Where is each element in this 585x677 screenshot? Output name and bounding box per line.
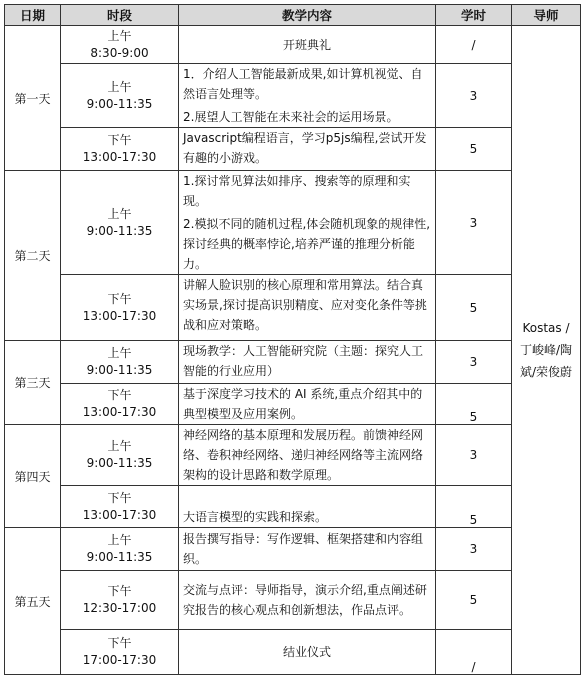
header-day: 日期 [5, 5, 61, 26]
period-label: 下午 [107, 291, 132, 306]
content-cell [179, 64, 436, 128]
table-row [5, 64, 581, 128]
time-cell [61, 384, 179, 425]
period-label: 下午 [107, 388, 132, 402]
time-cell [61, 341, 179, 384]
content-cell [179, 128, 436, 171]
content-cell [179, 630, 436, 675]
hours-cell: 5 [436, 571, 512, 630]
time-cell [61, 630, 179, 675]
content-line: 1.探讨常见算法如排序、搜索等的原理和实现。 [183, 174, 411, 208]
time-range: 9:00-11:35 [86, 550, 153, 564]
header-content: 教学内容 [179, 5, 436, 26]
time-range: 13:00-17:30 [82, 308, 157, 323]
day-cell: 第三天 [5, 341, 61, 425]
period-label: 上午 [107, 533, 132, 547]
header-hours: 学时 [436, 5, 512, 26]
time-cell [61, 26, 179, 64]
time-cell [61, 171, 179, 275]
time-range: 9:00-11:35 [86, 96, 153, 111]
teacher-cell: Kostas / 丁峻峰/陶斌/荣俊蔚 [512, 26, 581, 675]
table-row [5, 171, 581, 275]
time-range: 13:00-17:30 [82, 150, 157, 164]
content-line: 2.模拟不同的随机过程,体会随机现象的规律性, 探讨经典的概率悖论,培养严谨的推理分析能力。 [183, 217, 431, 271]
time-range: 9:00-11:35 [86, 363, 153, 377]
period-label: 上午 [107, 439, 132, 453]
period-label: 上午 [107, 346, 132, 360]
content-line: 1．介绍人工智能最新成果,如计算机视觉、自然语言处理等。 [183, 67, 423, 101]
content-cell [179, 275, 436, 341]
table-row [5, 425, 581, 486]
hours-cell: 5 [436, 275, 512, 341]
hours-cell: 3 [436, 341, 512, 384]
table-row [5, 571, 581, 630]
content-line: Javascript编程语言，学习p5js编程,尝试开发有趣的小游戏。 [183, 131, 427, 165]
hours-cell: / [436, 630, 512, 675]
period-label: 上午 [107, 79, 132, 94]
hours-cell: 3 [436, 171, 512, 275]
schedule-table [4, 4, 581, 675]
time-range: 17:00-17:30 [82, 653, 157, 667]
table-row [5, 384, 581, 425]
day-cell: 第五天 [5, 528, 61, 675]
time-cell [61, 528, 179, 571]
header-teacher: 导师 [512, 5, 581, 26]
time-cell [61, 486, 179, 528]
header-row [5, 5, 581, 26]
content-line: 结业仪式 [282, 645, 331, 659]
time-cell [61, 275, 179, 341]
hours-cell: 3 [436, 64, 512, 128]
period-label: 下午 [107, 584, 132, 598]
period-label: 下午 [107, 490, 132, 505]
period-label: 下午 [107, 636, 132, 650]
day-cell: 第四天 [5, 425, 61, 528]
time-cell [61, 64, 179, 128]
day-cell: 第一天 [5, 26, 61, 171]
content-line: 神经网络的基本原理和发展历程。前馈神经网络、卷积神经网络、递归神经网络等主流网络架构的设计思路和数学原理。 [183, 428, 424, 482]
hours-cell: 3 [436, 528, 512, 571]
day-cell: 第二天 [5, 171, 61, 341]
time-range: 8:30-9:00 [90, 45, 149, 60]
content-cell [179, 26, 436, 64]
time-range: 13:00-17:30 [82, 405, 157, 419]
table-row [5, 128, 581, 171]
period-label: 上午 [107, 206, 132, 221]
content-cell [179, 384, 436, 425]
period-label: 上午 [107, 28, 132, 43]
hours-cell: / [436, 26, 512, 64]
header-time: 时段 [61, 5, 179, 26]
content-line: 大语言模型的实践和探索。 [183, 510, 328, 524]
hours-cell: 3 [436, 425, 512, 486]
hours-cell: 5 [436, 486, 512, 528]
content-line: 基于深度学习技术的 AI 系统,重点介绍其中的典型模型及应用案例。 [183, 387, 423, 421]
table-row [5, 486, 581, 528]
time-cell [61, 128, 179, 171]
table-row [5, 275, 581, 341]
time-range: 13:00-17:30 [82, 507, 157, 522]
period-label: 下午 [107, 133, 132, 147]
content-cell [179, 528, 436, 571]
schedule-body [5, 26, 581, 675]
content-cell [179, 171, 436, 275]
time-range: 9:00-11:35 [86, 223, 153, 238]
content-cell [179, 571, 436, 630]
content-line: 报告撰写指导：写作逻辑、框架搭建和内容组织。 [183, 532, 424, 566]
content-cell [179, 425, 436, 486]
content-line: 2.展望人工智能在未来社会的运用场景。 [183, 110, 399, 124]
time-cell [61, 425, 179, 486]
content-line: 交流与点评：导师指导，演示介绍,重点阐述研究报告的核心观点和创新想法，作品点评。 [183, 583, 427, 617]
table-row [5, 528, 581, 571]
table-row [5, 630, 581, 675]
content-line: 现场教学：人工智能研究院（主题：探究人工智能的行业应用） [183, 344, 424, 378]
time-range: 12:30-17:00 [82, 601, 157, 615]
table-row [5, 26, 581, 64]
time-cell [61, 571, 179, 630]
content-line: 开班典礼 [282, 37, 331, 52]
table-row [5, 341, 581, 384]
content-cell [179, 341, 436, 384]
content-line: 讲解人脸识别的核心原理和常用算法。结合真实场景,探讨提高识别精度、应对变化条件等挑战和应对策略。 [183, 278, 427, 332]
time-range: 9:00-11:35 [86, 456, 153, 470]
hours-cell: 5 [436, 384, 512, 425]
content-cell [179, 486, 436, 528]
hours-cell: 5 [436, 128, 512, 171]
